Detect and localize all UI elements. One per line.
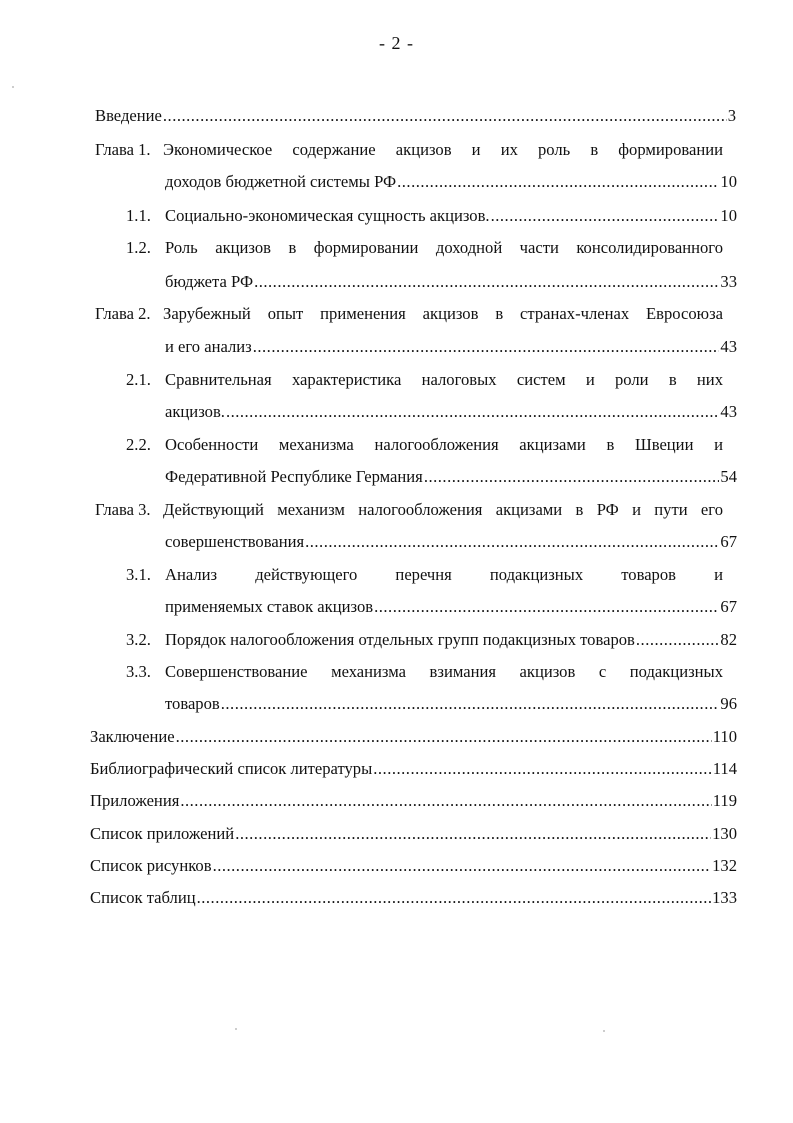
- toc-leader-dots: [163, 104, 727, 128]
- toc-entry-title: Зарубежный опыт применения акцизов в странах-членах Евросоюза: [163, 304, 723, 323]
- scan-speck: [12, 86, 14, 88]
- toc-entry-section-2-1-cont[interactable]: [0, 400, 793, 424]
- toc-entry-appendices[interactable]: [0, 789, 793, 813]
- toc-entry-title: Список таблиц: [90, 888, 196, 907]
- toc-entry-page: 10: [720, 172, 737, 191]
- toc-entry-section-3-1-cont[interactable]: [0, 595, 793, 619]
- toc-entry-title: Федеративной Республике Германия: [165, 467, 423, 486]
- page-number: - 2 -: [379, 33, 414, 53]
- toc-entry-appendix-list[interactable]: [0, 822, 793, 846]
- toc-leader-dots: [373, 757, 711, 781]
- toc-entry-page: 33: [720, 272, 737, 291]
- toc-entry-title: Заключение: [90, 727, 175, 746]
- toc-entry-page: 43: [720, 337, 737, 356]
- toc-entry-title: Порядок налогообложения отдельных групп подакцизных товаров: [165, 630, 635, 649]
- toc-leader-dots: [636, 628, 720, 652]
- toc-entry-title: товаров: [165, 694, 220, 713]
- toc-entry-title: и его анализ: [165, 337, 252, 356]
- toc-entry-title: доходов бюджетной системы РФ: [165, 172, 397, 191]
- toc-entry-page: 110: [712, 727, 737, 746]
- toc-leader-dots: [374, 595, 719, 619]
- toc-entry-title: совершенствования: [165, 532, 305, 551]
- toc-entry-section-1-1[interactable]: [0, 204, 793, 228]
- toc-entry-page: 96: [720, 694, 737, 713]
- toc-entry-title: бюджета РФ: [165, 272, 254, 291]
- toc-leader-dots: [213, 854, 712, 878]
- toc-entry-section-1-2[interactable]: [0, 236, 793, 260]
- toc-leader-dots: [424, 465, 720, 489]
- toc-entry-chapter-1[interactable]: [0, 138, 793, 162]
- toc-entry-title: Действующий механизм налогообложения акцизами в РФ и пути его: [163, 500, 723, 519]
- toc-entry-section-3-3[interactable]: [0, 660, 793, 684]
- toc-entry-page: 10: [720, 206, 737, 225]
- toc-entry-title: Совершенствование механизма взимания акцизов с подакцизных: [165, 662, 723, 681]
- scan-speck: [603, 1030, 605, 1032]
- toc-section-number: 2.2.: [126, 435, 151, 454]
- toc-leader-dots: [176, 725, 712, 749]
- toc-leader-dots: [397, 170, 719, 194]
- toc-entry-tables-list[interactable]: [0, 886, 793, 910]
- toc-entry-section-2-1[interactable]: [0, 368, 793, 392]
- toc-entry-chapter-2-cont[interactable]: [0, 335, 793, 359]
- toc-entry-title: Анализ действующего перечня подакцизных товаров и: [165, 565, 723, 584]
- toc-entry-page: 3: [727, 106, 736, 125]
- toc-leader-dots: [226, 400, 719, 424]
- scan-speck: [235, 1028, 237, 1030]
- toc-entry-title: Роль акцизов в формировании доходной части консолидированного: [165, 238, 723, 257]
- toc-section-number: 3.2.: [126, 630, 151, 649]
- toc-entry-section-2-2-cont[interactable]: [0, 465, 793, 489]
- toc-leader-dots: [491, 204, 720, 228]
- toc-entry-page: 114: [712, 759, 737, 778]
- toc-entry-title: применяемых ставок акцизов: [165, 597, 374, 616]
- toc-leader-dots: [180, 789, 711, 813]
- toc-entry-page: 132: [712, 856, 737, 875]
- toc-entry-title: Экономическое содержание акцизов и их роль в формировании: [163, 140, 723, 159]
- toc-entry-section-1-2-cont[interactable]: [0, 270, 793, 294]
- toc-entry-title: Список приложений: [90, 824, 235, 843]
- toc-entry-page: 67: [720, 597, 737, 616]
- toc-entry-title: Приложения: [90, 791, 180, 810]
- toc-entry-page: 54: [720, 467, 737, 486]
- toc-section-number: 1.1.: [126, 206, 151, 225]
- toc-entry-section-3-2[interactable]: [0, 628, 793, 652]
- toc-leader-dots: [253, 335, 720, 359]
- toc-entry-title: Сравнительная характеристика налоговых систем и роли в них: [165, 370, 723, 389]
- toc-leader-dots: [197, 886, 712, 910]
- toc-entry-bibliography[interactable]: [0, 757, 793, 781]
- toc-leader-dots: [235, 822, 711, 846]
- toc-entry-title: Социально-экономическая сущность акцизов.: [165, 206, 490, 225]
- toc-entry-page: 82: [720, 630, 737, 649]
- toc-section-number: 1.2.: [126, 238, 151, 257]
- toc-entry-title: Библиографический список литературы: [90, 759, 373, 778]
- toc-entry-section-3-1[interactable]: [0, 563, 793, 587]
- toc-entry-title: акцизов.: [165, 402, 225, 421]
- toc-entry-title: Введение: [95, 106, 162, 125]
- toc-section-number: 3.3.: [126, 662, 151, 681]
- toc-entry-title: Список рисунков: [90, 856, 212, 875]
- toc-entry-title: Особенности механизма налогообложения акцизами в Швеции и: [165, 435, 723, 454]
- toc-leader-dots: [305, 530, 719, 554]
- toc-chapter-label: Глава 2.: [95, 304, 151, 323]
- toc-entry-section-3-3-cont[interactable]: [0, 692, 793, 716]
- toc-entry-chapter-3[interactable]: [0, 498, 793, 522]
- toc-entry-page: 119: [712, 791, 737, 810]
- toc-entry-figures-list[interactable]: [0, 854, 793, 878]
- toc-leader-dots: [254, 270, 719, 294]
- toc-leader-dots: [221, 692, 720, 716]
- toc-entry-section-2-2[interactable]: [0, 433, 793, 457]
- toc-chapter-label: Глава 3.: [95, 500, 151, 519]
- toc-chapter-label: Глава 1.: [95, 140, 151, 159]
- toc-section-number: 2.1.: [126, 370, 151, 389]
- toc-entry-page: 133: [712, 888, 737, 907]
- toc-entry-introduction[interactable]: [0, 104, 793, 128]
- toc-entry-page: 130: [712, 824, 737, 843]
- toc-entry-page: 43: [720, 402, 737, 421]
- toc-entry-conclusion[interactable]: [0, 725, 793, 749]
- toc-entry-chapter-3-cont[interactable]: [0, 530, 793, 554]
- toc-entry-page: 67: [720, 532, 737, 551]
- toc-entry-chapter-2[interactable]: [0, 302, 793, 326]
- toc-section-number: 3.1.: [126, 565, 151, 584]
- toc-entry-chapter-1-cont[interactable]: [0, 170, 793, 194]
